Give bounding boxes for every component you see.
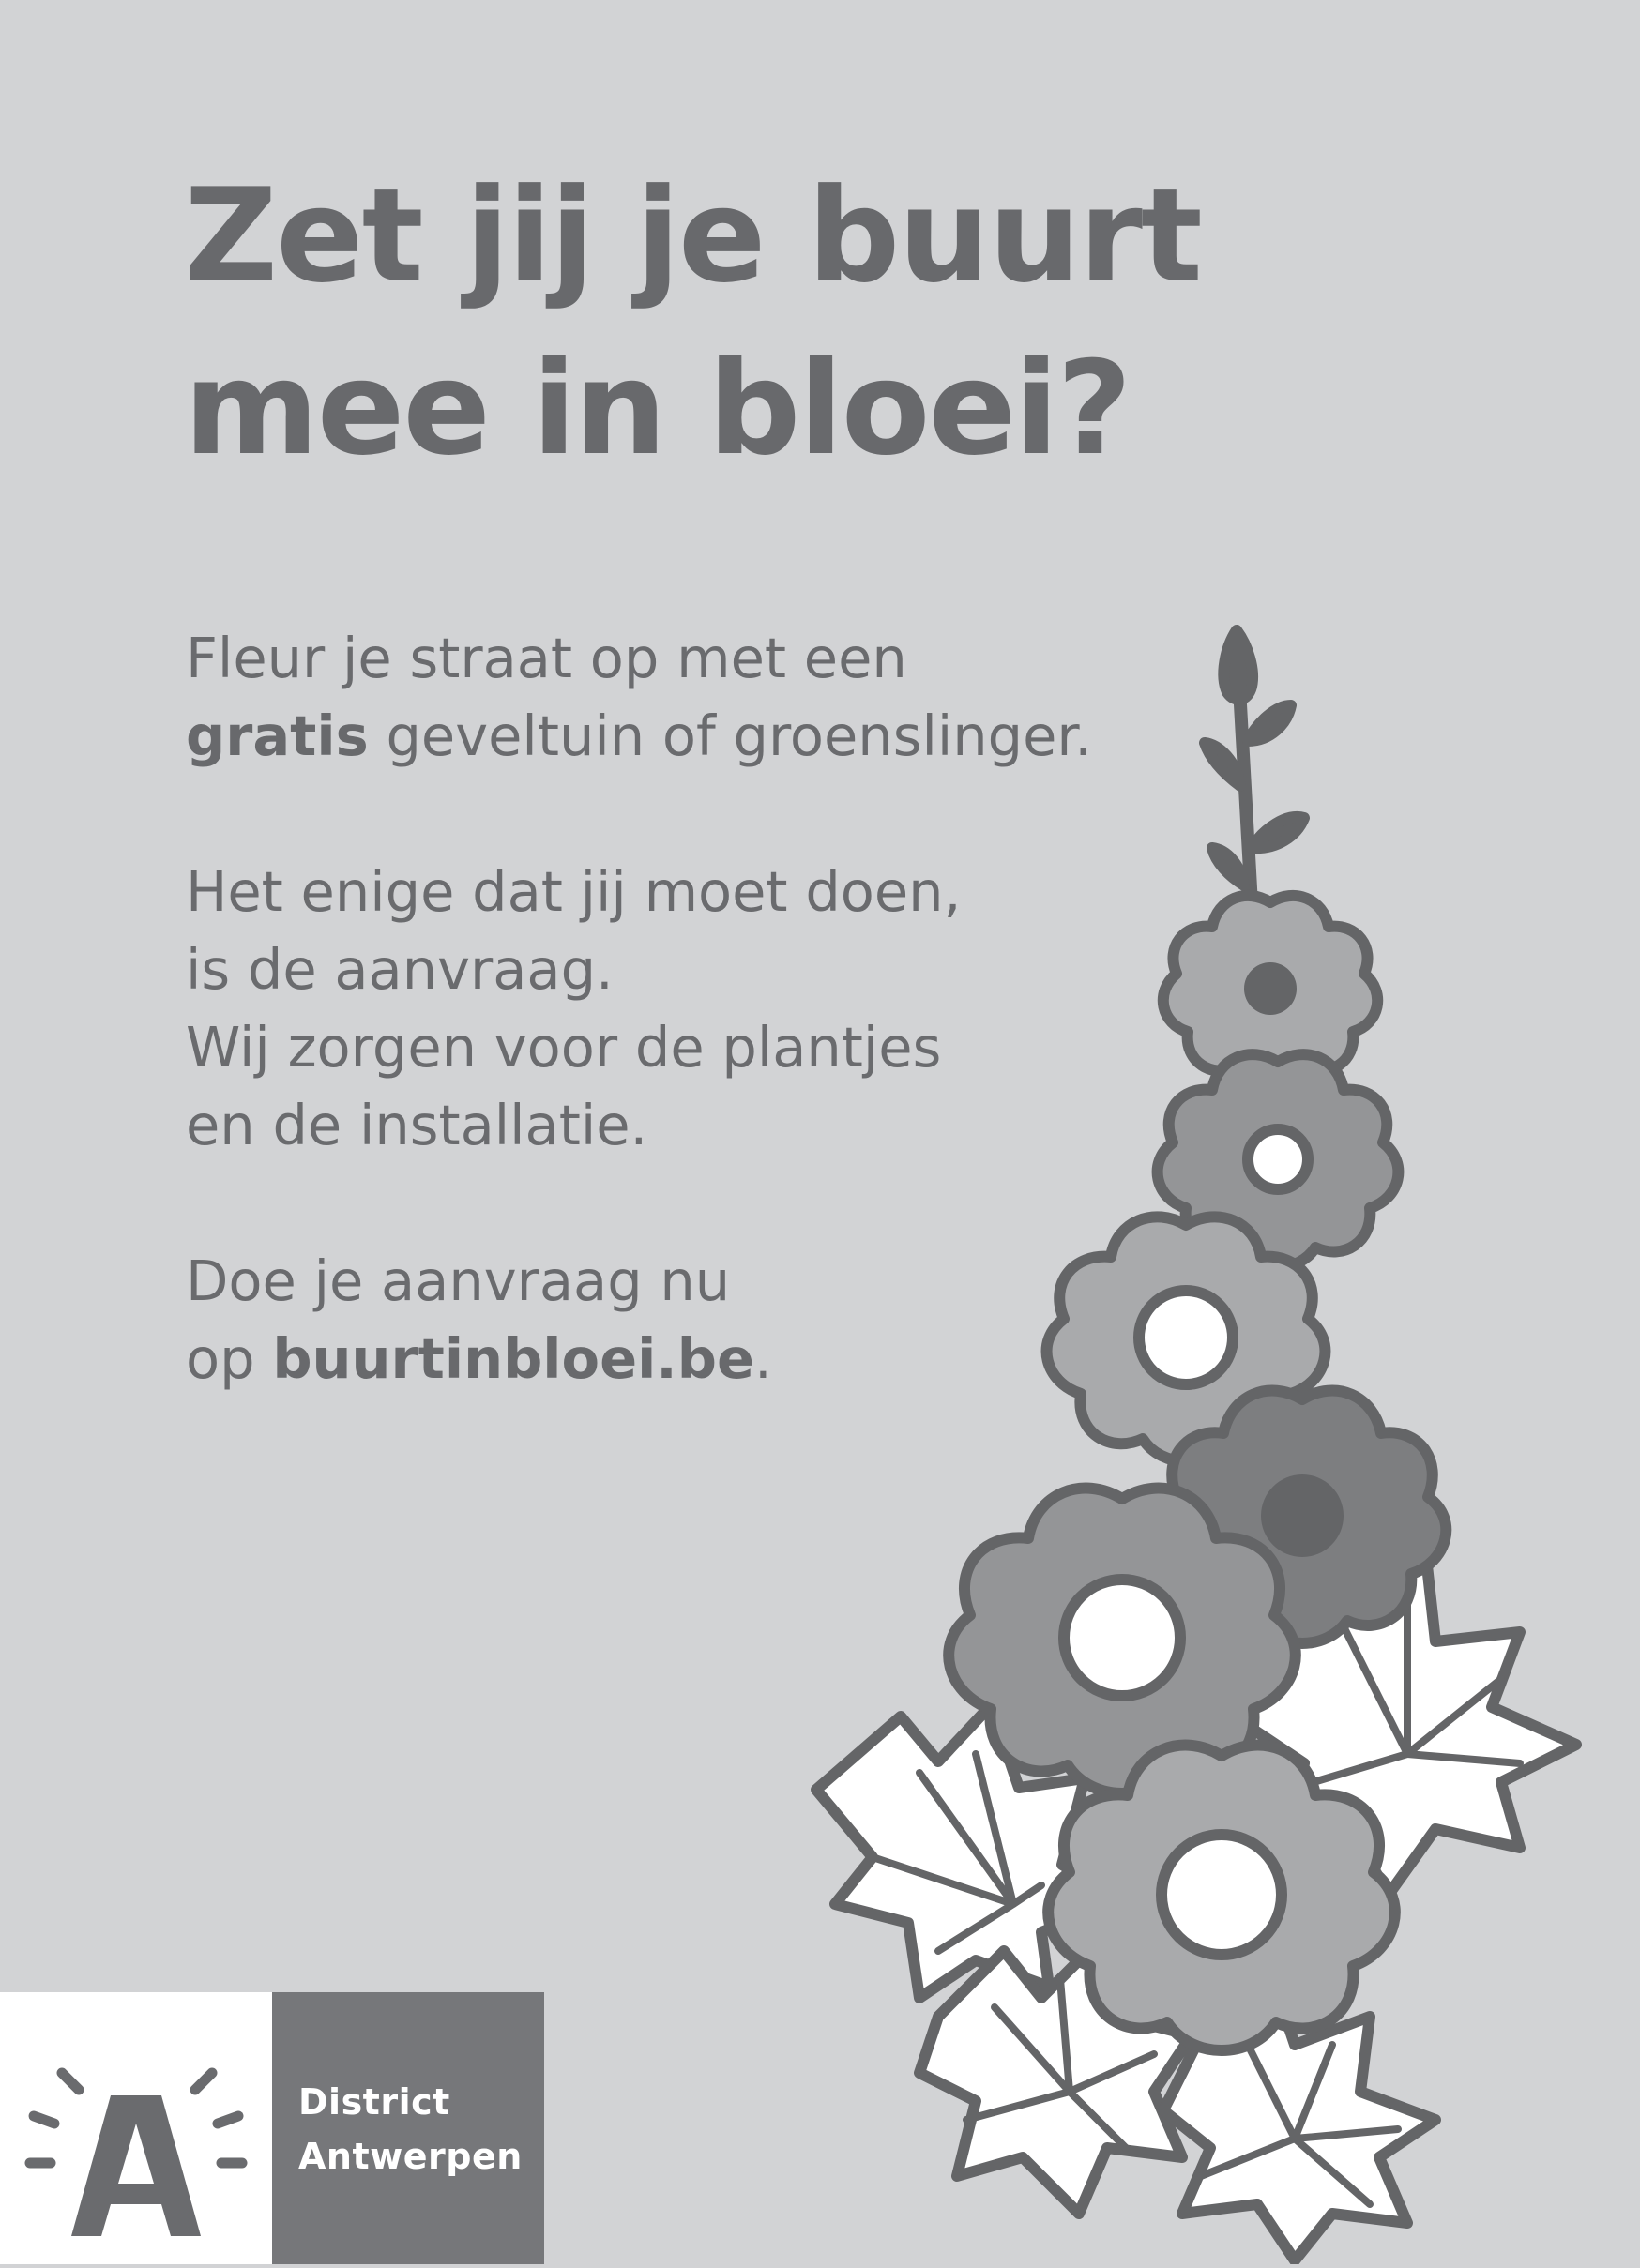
logo-text <box>298 2075 523 2184</box>
intro-line-1: Fleur je straat op met een <box>186 626 907 690</box>
logo-label-panel <box>272 1992 544 2264</box>
district-antwerpen-logo <box>0 1992 544 2264</box>
leaf-bud-2-icon <box>1205 743 1240 786</box>
leaf-bud-3-icon <box>1252 817 1304 848</box>
flower-6-center-icon <box>1162 1835 1282 1955</box>
hollyhock-illustration <box>788 610 1595 2264</box>
cta-line-1: Doe je aanvraag nu <box>186 1248 731 1313</box>
flower-1-center-icon <box>1244 962 1297 1015</box>
logo-line-1: District <box>298 2081 450 2123</box>
headline-line-2: mee in bloei? <box>184 333 1131 484</box>
website-url[interactable]: buurtinbloei.be <box>272 1326 754 1391</box>
leaf-bud-4-icon <box>1212 848 1244 885</box>
gratis-emphasis: gratis <box>186 703 369 768</box>
flower-4-center-icon <box>1261 1474 1344 1557</box>
headline <box>184 150 1310 495</box>
headline-line-1: Zet jij je buurt <box>184 160 1201 311</box>
cta-suffix: . <box>753 1326 772 1391</box>
flower-2-center-icon <box>1248 1129 1308 1189</box>
flower-5-center-icon <box>1064 1580 1180 1696</box>
antwerpen-a-icon <box>0 1992 272 2264</box>
intro-line-2-rest: geveltuin of groenslinger. <box>368 703 1092 768</box>
bud-top-icon <box>1223 630 1253 700</box>
cta-prefix: op <box>186 1326 273 1391</box>
process-line-3: Wij zorgen voor de plantjes <box>186 1015 942 1080</box>
leaf-bud-1-icon <box>1248 705 1291 741</box>
logo-emblem <box>0 1992 272 2264</box>
process-line-2: is de aanvraag. <box>186 937 614 1002</box>
logo-line-2: Antwerpen <box>298 2136 523 2177</box>
process-line-1: Het enige dat jij moet doen, <box>186 859 962 924</box>
flower-3-center-icon <box>1139 1291 1233 1384</box>
process-line-4: en de installatie. <box>186 1093 648 1157</box>
